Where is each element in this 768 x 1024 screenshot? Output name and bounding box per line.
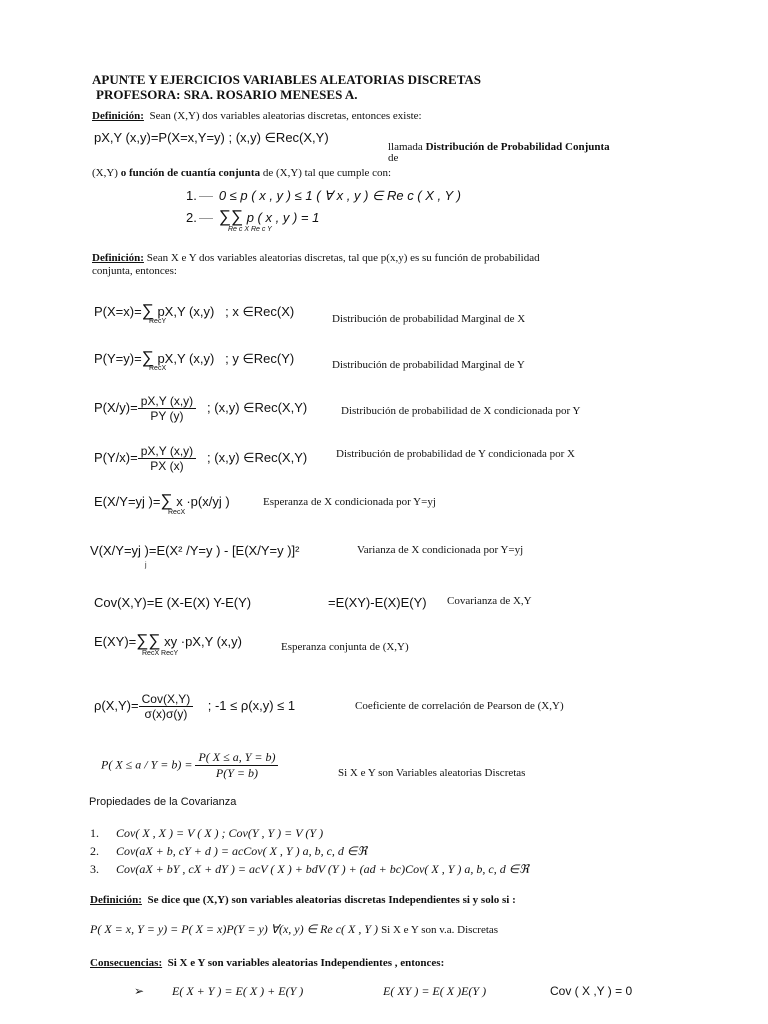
joint-expectation-description: Esperanza conjunta de (X,Y) [281, 641, 409, 653]
definition-label: Definición: [90, 894, 142, 906]
cumulative-conditional-formula: P( X ≤ a / Y = b) = $\frac{P( X \le a, Y = b)}{P(Y = b)}$ [101, 750, 278, 781]
definition-1-line-2: (X,Y) o función de cuantía conjunta de (X,Y) tal que cumple con: [92, 167, 392, 179]
marginal-y-description: Distribución de probabilidad Marginal de Y [332, 359, 525, 371]
conditional-y-formula: P(Y/x)= $\frac{pX,Y (x,y)}{PX (x)}$ ; (x,y) ∈Rec(X,Y) [94, 444, 308, 473]
covariance-expanded: =E(XY)-E(X)E(Y) [328, 595, 427, 610]
sum-icon: ∑ [160, 491, 173, 510]
marginal-x-formula: P(X=x)=∑ pX,Y (x,y) ; x ∈Rec(X) [94, 301, 295, 320]
consequence-zero-covariance: Cov ( X ,Y ) = 0 [550, 984, 633, 998]
property-item: 2. Cov(aX + b, cY + d ) = acCov( X , Y ) a, b, c, d ∈ℜ [90, 844, 368, 858]
conditional-x-formula: P(X/y)= $\frac{pX,Y (x,y)}{PY (y)}$ ; (x,y) ∈Rec(X,Y) [94, 394, 308, 423]
joint-distribution-name: llamada Distribución de Probabilidad Conjunta [388, 141, 610, 153]
marginal-y-formula: P(Y=y)=∑ pX,Y (x,y) ; y ∈Rec(Y) [94, 348, 295, 367]
conditional-variance-mark: j [145, 562, 147, 569]
covariance-formula: Cov(X,Y)=E (X-E(X) Y-E(Y) [94, 595, 252, 610]
sum-icon: ∑ [141, 301, 154, 320]
consequences-line: Consecuencias: Si X e Y son variables aleatorias Independientes , entonces: [90, 957, 445, 969]
document-title: APUNTE Y EJERCICIOS VARIABLES ALEATORIAS DISCRETAS [92, 72, 482, 87]
consequence-sum-expectation: E( X + Y ) = E( X ) + E(Y ) [172, 984, 304, 998]
condition-2-subscript: Re c X Re c Y [228, 226, 272, 233]
marginal-x-description: Distribución de probabilidad Marginal de X [332, 313, 526, 325]
correlation-description: Coeficiente de correlación de Pearson de (X,Y) [355, 700, 564, 712]
definition-label: Definición: [92, 252, 144, 264]
teacher-line: PROFESORA: SRA. ROSARIO MENESES A. [96, 87, 358, 102]
conditional-variance-formula: V(X/Y=yj )=E(X² /Y=y ) - [E(X/Y=y )]² [90, 543, 300, 558]
sum-icon: ∑∑ [218, 207, 244, 226]
definition-2-line: Definición: Sean X e Y dos variables aleatorias discretas, tal que p(x,y) es su función de probabilidad [92, 252, 540, 264]
sum-icon: ∑ [141, 348, 154, 367]
consequence-product-expectation: E( XY ) = E( X )E(Y ) [383, 984, 487, 998]
sum-icon: ∑∑ [136, 631, 161, 650]
arrow-bullet-icon: ➢ [134, 984, 145, 998]
definition-text: Sean (X,Y) dos variables aleatorias discretas, entonces existe: [149, 110, 422, 122]
fraction: $\frac{pX,Y (x,y)}{PX (x)}$ [138, 444, 196, 473]
de-word: de [388, 152, 399, 164]
definition-1-line [92, 110, 422, 122]
fraction: $\frac{\text{Cov(X,Y)}}{\sigma(x)\sigma(y)}$ [139, 692, 194, 721]
condition-2: 2. ∑∑ p ( x , y ) = 1 [186, 207, 320, 226]
fraction: $\frac{P( X \le a, Y = b)}{P(Y = b)}$ [195, 750, 278, 781]
property-item: 3. Cov(aX + bY , cX + dY ) = acV ( X ) + bdV (Y ) + (ad + bc)Cov( X , Y ) a, b, c, d ∈ℜ [90, 862, 529, 876]
joint-expectation-subscript: RecX RecY [142, 650, 179, 657]
condition-1: 1. 0 ≤ p ( x , y ) ≤ 1 ( ∀ x , y ) ∈ Re c ( X , Y ) [186, 188, 461, 203]
conditional-expectation-formula: E(X/Y=yj )=∑ x ·p(x/yj ) [94, 491, 230, 510]
conditional-expectation-subscript: RecX [168, 509, 186, 516]
correlation-formula: ρ(X,Y)= $\frac{\text{Cov(X,Y)}}{\sigma(x)\sigma(y)}$ ; -1 ≤ ρ(x,y) ≤ 1 [94, 692, 296, 721]
consequences-label: Consecuencias: [90, 957, 163, 969]
marginal-x-subscript: RecY [149, 318, 167, 325]
cumulative-conditional-description: Si X e Y son Variables aleatorias Discretas [338, 767, 526, 779]
definition-3-line: Definición: Se dice que (X,Y) son variables aleatorias discretas Independientes si y solo si : [90, 894, 516, 906]
conditional-variance-description: Varianza de X condicionada por Y=yj [357, 544, 524, 556]
definition-2-line-2: conjunta, entonces: [92, 265, 177, 277]
property-item: 1. Cov( X , X ) = V ( X ) ; Cov(Y , Y ) = V (Y ) [90, 826, 324, 840]
joint-pmf-formula: pX,Y (x,y)=P(X=x,Y=y) ; (x,y) ∈Rec(X,Y) [94, 130, 329, 145]
conditional-y-description: Distribución de probabilidad de Y condicionada por X [336, 448, 575, 460]
properties-title: Propiedades de la Covarianza [89, 796, 237, 808]
joint-expectation-formula: E(XY)=∑∑ xy ·pX,Y (x,y) [94, 631, 242, 650]
conditional-x-description: Distribución de probabilidad de X condicionada por Y [341, 405, 581, 417]
fraction: $\frac{pX,Y (x,y)}{PY (y)}$ [138, 394, 196, 423]
conditional-expectation-description: Esperanza de X condicionada por Y=yj [263, 496, 436, 508]
independence-formula: P( X = x, Y = y) = P( X = x)P(Y = y) ∀(x, y) ∈ Re c( X , Y ) Si X e Y son v.a. Discretas [90, 922, 499, 936]
definition-label: Definición: [92, 110, 144, 122]
covariance-description: Covarianza de X,Y [447, 595, 532, 607]
marginal-y-subscript: RecX [149, 365, 167, 372]
